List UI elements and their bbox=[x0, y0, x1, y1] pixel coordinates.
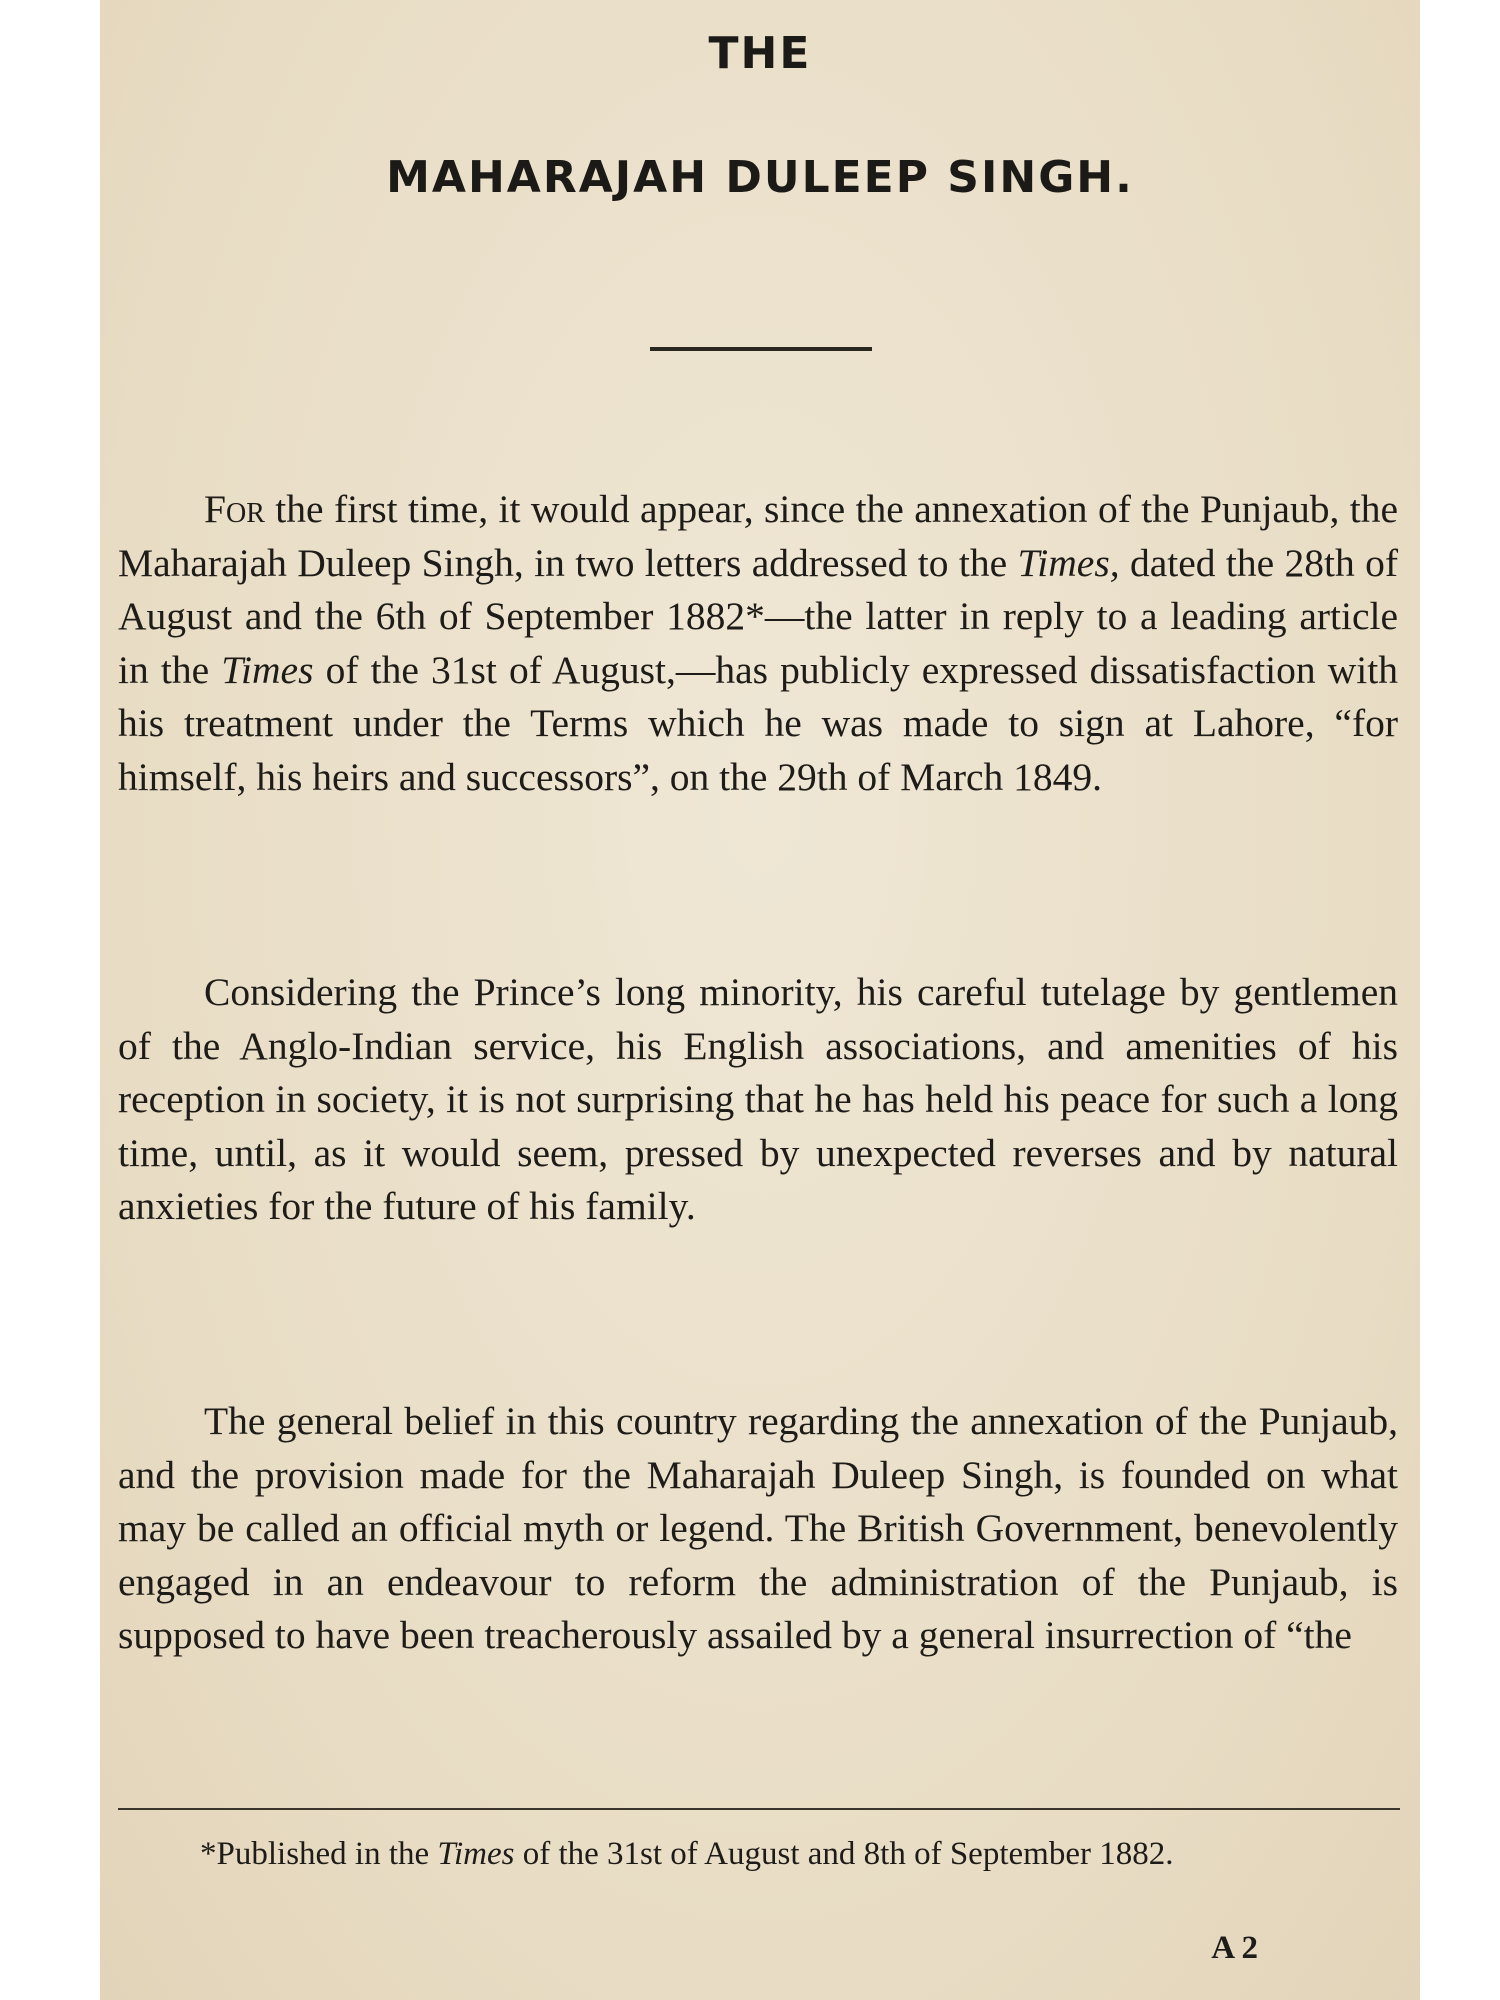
drop-word: For bbox=[204, 487, 265, 531]
footnote bbox=[118, 1834, 1398, 1874]
paragraph-2 bbox=[118, 966, 1398, 1234]
footnote-text-a: *Published in the bbox=[200, 1836, 438, 1872]
heading-the: THE bbox=[708, 28, 812, 79]
footnote-rule bbox=[118, 1808, 1400, 1810]
paragraph-2-text: Considering the Prince’s long minority, his careful tutelage by gentlemen of the Anglo-Indian service, his English associations, and amenities of his reception in society, it is not surprising that he has held his peace for such a long time, until, as it would seem, pressed by unexpected reverses and by natural anxieties for the future of his family. bbox=[118, 970, 1398, 1228]
book-page bbox=[100, 0, 1420, 2000]
paragraph-1-text-b: dated the 28th of August and the 6th of September 1882*—the latter in reply to a leading article in the bbox=[118, 540, 1398, 692]
paragraph-3 bbox=[118, 1395, 1398, 1663]
title-rule bbox=[650, 347, 872, 351]
footnote-times: Times bbox=[437, 1836, 515, 1872]
paragraph-3-text: The general belief in this country regarding the annexation of the Punjaub, and the provision made for the Maharajah Duleep Singh, is founded on what may be called an official myth or legend. The British Government, benevolently engaged in an endeavour to reform the administration of the Punjaub, is supposed to have been treacherously assailed by a general insurrection of “the bbox=[118, 1399, 1398, 1657]
paragraph-1-text-c: of the 31st of August,—has publicly expressed dissatisfaction with his treatment under the Terms which he was made to sign at Lahore, “for himself, his heirs and successors”, on the 29th of March 1849. bbox=[118, 647, 1399, 799]
times-reference-1: Times, bbox=[1017, 540, 1120, 585]
footnote-text-b: of the 31st of August and 8th of September 1882. bbox=[514, 1836, 1174, 1872]
paragraph-1-text-a: the first time, it would appear, since the annexation of the Punjaub, the Maharajah Duleep Singh, in two letters addressed to the bbox=[118, 487, 1398, 585]
page-title: MAHARAJAH DULEEP SINGH. bbox=[386, 152, 1134, 203]
signature-mark: A 2 bbox=[1211, 1930, 1258, 1966]
times-reference-2: Times bbox=[221, 647, 314, 692]
paragraph-1 bbox=[118, 483, 1398, 804]
